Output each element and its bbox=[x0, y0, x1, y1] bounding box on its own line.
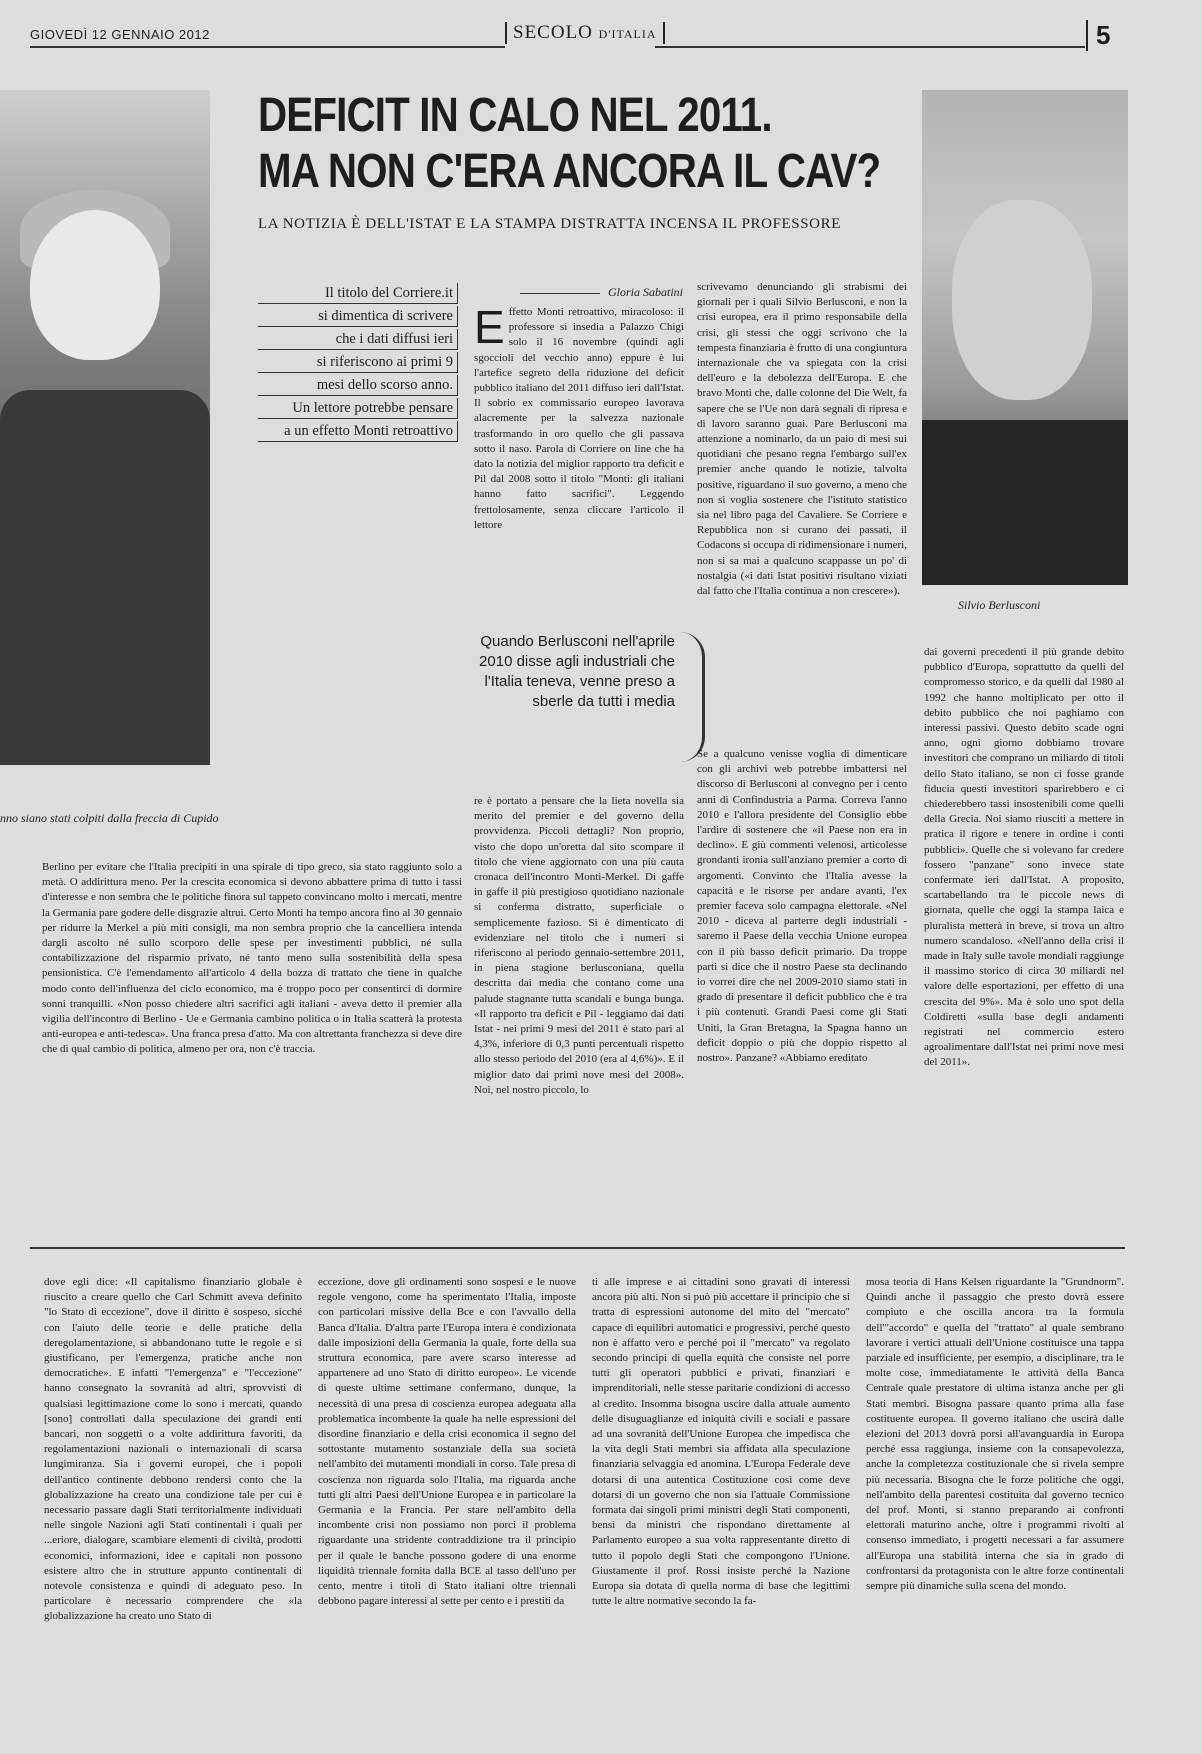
photo-coat bbox=[0, 390, 210, 765]
masthead-small: D'ITALIA bbox=[598, 27, 657, 41]
newspaper-masthead bbox=[505, 22, 665, 44]
pullquote-box bbox=[258, 283, 458, 444]
issue-date: GIOVEDÌ 12 GENNAIO 2012 bbox=[30, 27, 210, 42]
dropcap: E bbox=[474, 305, 505, 353]
header-rule-left bbox=[30, 46, 505, 48]
photo-berlusconi bbox=[922, 90, 1128, 585]
caption-left: nno siano stati colpiti dalla freccia di Cupido bbox=[0, 811, 219, 825]
article-col1-bottom: re è portato a pensare che la lieta novella sia merito del premier e del governo della provvidenza. Piccoli dettagli? Non proprio, visto che dopo un'oretta dal sito scompare il titolo che viene aggiornato con una più cauta cronaca dell'incontro Monti-Merkel. Di gaffe in gaffe il più prestigioso quotidiano nazionale si conferma distratto, superficiale o semplicemente fazioso. Si è dimenticato di evidenziare nel titolo che i numeri si riferiscono al periodo gennaio-settembre 2011, in piena stagione berlusconiana, quella descritta dai media che contano come una palude stagnante tutta scandali e bunga bunga. «Il rapporto tra deficit e Pil - leggiamo dai dati Istat - nei primi 9 mesi del 2011 è stato pari al 4,3%, inferiore di 0,3 punti percentuali rispetto allo stesso periodo del 2010 (era al 4,6%)». E il miglior dato dai primi nove mesi del 2008». Noi, nel nostro piccolo, lo bbox=[474, 795, 684, 1096]
highlight-quote: Quando Berlusconi nell'aprile 2010 disse agli industriali che l'Italia teneva, venne preso a sberle da tutti i media bbox=[479, 633, 675, 710]
photo-suit bbox=[922, 420, 1128, 585]
headline-line-1: DEFICIT IN CALO NEL 2011. bbox=[258, 89, 772, 142]
pullquote-line: si dimentica di scrivere bbox=[258, 306, 458, 327]
masthead-main: SECOLO bbox=[513, 22, 593, 43]
pullquote-line: mesi dello scorso anno. bbox=[258, 375, 458, 396]
header-rule-right bbox=[655, 46, 1085, 48]
article-col1-top bbox=[474, 305, 684, 623]
lower-col2: eccezione, dove gli ordinamenti sono sospesi e le nuove regole vengono, come ha sperimentato l'Italia, imposte con particolari missive della Bce e con l'avvallo della Banca d'Italia. D'altra parte l'Europa intera è condizionata dalle imposizioni della Germania la quale, forte della sua struttura economica, pare avere scarso interesse ad appartenere ad uno Stato di diritto europeo». Le vicende di queste ultime settimane confermano, dunque, la necessità di una presa di coscienza europea adeguata alla problematica incombente la quale ha nelle espressioni del disordine finanziario e della crisi economica il segno del sottostante mutamento sostanziale della sua società nell'ambito dei mutamenti mondiali in corso. Tale presa di coscienza non riguarda solo l'Italia, ma riguarda anche tutti gli altri Paesi dell'Unione Europea e in particolare la Germania e la Francia. Per stare nell'ambito della incombente crisi non possiamo non porci il problema riguardante una stridente contraddizione tra il principio per il quale le banche possono godere di una enorme liquidità triennale fornita dalla BCE al tasso dell'uno per cento, mentre i titoli di Stato italiani oltre triennali debbono pagare interessi al sette per cento e i prestiti da bbox=[318, 1276, 576, 1608]
photo-face bbox=[30, 210, 160, 360]
section-divider bbox=[30, 1247, 1125, 1249]
article-col-left: Berlino per evitare che l'Italia precipiti in una spirale di tipo greco, sia stato raggiunto solo a metà. O addirittura meno. Per la crescita economica si devono abbattere prima di tutto i tassi d'interesse e non sembra che le politiche finora sul tappeto convincano molto i mercati, mentre la Germania pare godere delle disgrazie altrui. Certo Monti ha tempo ancora fino al 30 gennaio per ridurre la Merkel a più miti consigli, ma non sembra proprio che la cancelliera intenda dargli ascolto né sullo scorporo delle spese per investimenti pubblici, né sulla contabilizzazione del risparmio privato, né tanto meno sulla sostenibilità della spesa pensionistica. C'è l'emendamento all'articolo 4 della bozza di trattato che tiene in qualche modo conto dell'influenza del ciclo economico, ma è troppo poco per consentirci di dormire sonni tranquilli. «Non posso chiedere altri sacrifici agli italiani - aveva detto il premier alla vigilia dell'incontro di Berlino - Ue e Germania cambino politica o in Italia scatterà la protesta anti-europea e anti-tedesca». Una franca presa d'atto. Ma con altrettanta franchezza si deve dire che di qual cambio di politica, almeno per ora, non c'è traccia. bbox=[42, 861, 462, 1056]
lower-col4: mosa teoria di Hans Kelsen riguardante la "Grundnorm". Quindi anche il passaggio che presto dovrà essere compiuto e che oscilla ancora tra la formula dell'"accordo" e quella del "trattato" al quale sembrano lavorare i vertici attuali dell'Unione costituisce una tappa parziale ed insufficiente, per esempio, a disciplinare, tra le molte cose, immediatamente le attività della Banca Centrale quale prestatore di ultima istanza anche per gli Stati membri. Bisogna passare quanto prima alla fase costituente europea. Il governo italiano che uscirà dalle elezioni del 2013 dovrà porsi all'avanguardia in Europa perché essa raggiunga, insieme con la consapevolezza, anche la completezza costituzionale che si rivela sempre più necessaria. Bisogna che le forze politiche che oggi, nell'ambito della parentesi costituita dal governo tecnico del prof. Monti, si stanno preparando ai confronti elettorali maturino anche, oltre i programmi rivolti al consenso immediato, i progetti necessari a far assumere all'Europa una stabilità interna che sia in grado di confrontarsi da protagonista con le altre forze continentali sempre più dinamiche sulla scena del mondo. bbox=[866, 1276, 1124, 1593]
page-number: 5 bbox=[1086, 20, 1110, 51]
lower-col3: ti alle imprese e ai cittadini sono gravati di interessi ancora più alti. Non si può più accettare il principio che si tratta di espressioni autonome del mito del "mercato" capace di equilibri automatici e progressivi, perché questo non è affatto vero e perché poi il "mercato" va regolato secondo principi di quella equità che consiste nel porre tutti gli operatori pubblici e privati, finanziari e imprenditoriali, nelle stesse paritarie condizioni di accesso al credito. Insomma bisogna uscire dalla attuale aumento delle disuguaglianze ed iniquità civili e sociali e passare ad una sovranità dell'Unione Europea che impedisca che la vita degli Stati membri sia affidata alla speculazione finanziaria selvaggia ed anomina. L'Europa Federale deve dotarsi di una autentica Costituzione così come deve dotarsi di un governo che non sia l'attuale Commissione formata dai singoli primi ministri degli Stati componenti, bensì da ministri che rispondano direttamente al Parlamento europeo a sua volta rappresentante diretto di tutto il popolo degli Stati che compongono l'Unione. Giustamente il prof. Rossi insiste perché la Nazione Europa sia dotata di quella norma di base che legittimi tutte le altre normative secondo la fa- bbox=[592, 1276, 850, 1608]
pullquote-line: Un lettore potrebbe pensare bbox=[258, 398, 458, 419]
pullquote-line: si riferiscono ai primi 9 bbox=[258, 352, 458, 373]
pullquote-line: che i dati diffusi ieri bbox=[258, 329, 458, 350]
headline-subtitle: LA NOTIZIA È DELL'ISTAT E LA STAMPA DISTRATTA INCENSA IL PROFESSORE bbox=[258, 216, 841, 232]
article-text: ffetto Monti retroattivo, miracoloso: il professore si insedia a Palazzo Chigi solo il 16 novembre (quindi agli sgoccioli del vecchio anno) eppure è lui l'artefice segreto della riduzione del deficit pubblico italiano del 2011 diffuso ieri dall'Istat. Il sobrio ex commissario europeo lavorava alacremente per la salvezza nazionale trasformando in oro quello che gli passava sotto il naso. Parola di Corriere on line che ha dato la notizia del miglior rapporto tra deficit e Pil dal 2008 sotto il titolo "Monti: gli italiani hanno fatto sacrifici". Leggendo frettolosamente, senza cliccare l'articolo il lettore bbox=[474, 306, 684, 531]
article-col2-bottom: Se a qualcuno venisse voglia di dimenticare con gli archivi web potrebbe imbattersi nel discorso di Berlusconi al convegno per i cento anni di Confindustria a Parma. Correva l'anno 2010 e l'allora presidente del Consiglio ebbe l'ardire di sostenere che «il Paese non era in declino». E giù commenti velenosi, articolesse grondanti ironia sull'anziano premier a corto di argomenti. Convinto che l'Italia avesse la capacità e le risorse per andare avanti, l'ex premier faceva solo campagna elettorale. «Nel 2010 - diceva al parterre degli industriali - saremo il Paese della vecchia Unione europea con il più basso deficit primario. Da troppe parti si dice che il nostro Paese sta declinando io vorrei dire che nel 2009-2010 siamo stati in grado di presentare il deficit pubblico che è tra i più contenuti. Grandi Paesi come gli Stati Uniti, la Gran Bretagna, la Spagna hanno un deficit doppio o più che doppio rispetto al nostro». Panzane? «Abbiamo ereditato bbox=[697, 748, 907, 1065]
lower-col1: dove egli dice: «Il capitalismo finanziario globale è riuscito a creare quello che Carl Schmitt aveva definito "lo Stato di eccezione", dove il diritto è sospeso, sicché con l'aiuto delle teorie e delle pratiche della deregolamentazione, si abbandonano tutte le regole e si giustificano, per l'emergenza, pratiche anche non democratiche». E infatti "l'emergenza" e "l'eccezione" hanno consegnato la sovranità ad altri, sprovvisti di qualsiasi legittimazione come lo sono i mercati, quando [sono] controllati dalla speculazione dei grandi enti bancari, non soggetti o a volte addirittura favoriti, da regolamentazioni nazionali o internazionali di scarsa lungimiranza. Sia i governi europei, che i popoli dell'antico continente debbono rendersi conto che la globalizzazione ha creato una condizione tale per cui è necessario passare dagli Stati territorialmente individuati nelle singole Nazioni agli Stati continentali i quali per ...eriore, dialogare, scambiare elementi di civiltà, prodotti economici, informazioni, idee e capitali non possono esistere altro che in strutture appunto continentali di notevole consistenza e quindi di adeguato peso. In particolare è necessario comprendere che «la globalizzazione ha creato uno Stato di bbox=[44, 1276, 302, 1623]
headline bbox=[258, 88, 881, 200]
pullquote-line: a un effetto Monti retroattivo bbox=[258, 421, 458, 442]
photo-merkel bbox=[0, 90, 210, 765]
pullquote-line: Il titolo del Corriere.it bbox=[258, 283, 458, 304]
caption-right: Silvio Berlusconi bbox=[958, 598, 1041, 612]
headline-line-2: MA NON C'ERA ANCORA IL CAV? bbox=[258, 145, 881, 198]
article-col3: dai governi precedenti il più grande debito pubblico d'Europa, soprattutto da quelli del compromesso storico, e da quelli dal 1980 al 1992 che hanno moltiplicato per otto il debito pubblico che noi paghiamo con interessi passivi. Questo debito scade ogni anno, ogni giorno dobbiamo trovare investitori che comprano un miliardo di titoli dello Stato italiano, se non ci fosse grande fiducia questi investitori sparirebbero e ci chiederebbero tassi insostenibili come quelli della Grecia. Noi siamo riusciti a mettere in pratica il rigore e tenere in ordine i conti pubblici». Quelle che si volevano far credere fossero "panzane" sono invece state confermate ieri dall'Istat. A proposito, scartabellando tra le piccole news di giornata, quelle che oggi la stampa laica e pluralista metterà in breve, si trova un altro numero scandaloso. «Nell'anno della crisi il made in Italy sulle tavole mondiali raggiunge il massimo storico di circa 30 miliardi nel valore delle esportazioni, per effetto di una crescita del 9%». Ma è solo uno spot della Coldiretti «sulla base degli andamenti registrati nel commercio estero agroalimentare dall'Istat nei primi nove mesi del 2011». bbox=[924, 646, 1124, 1069]
author-byline: Gloria Sabatini bbox=[520, 285, 690, 300]
photo-face bbox=[952, 200, 1092, 400]
article-col2-top: scrivevamo denunciando gli strabismi dei giornali per i quali Silvio Berlusconi, e non la crisi europea, era il primo responsabile della crisi, gli stessi che oggi scrivono che la tempesta finanziaria è frutto di una congiuntura internazionale che va spiegata con la crisi dell'euro e la debolezza dell'Europa. E che bravo Monti che, dalle colonne del Die Welt, fa sapere che se l'Ue non darà segnali di ripresa e di lavoro saranno guai. Pare Berlusconi ma attenzione a nominarlo, da un paio di mesi sui quotidiani che pesano regna l'embargo sull'ex premier anche quando le notizie, talvolta positive, riguardano il suo governo, a meno che non si voglia sostenere che l'istituto statistico sia nel libro paga del Cavaliere. Se Corriere e Repubblica non si curano dei passati, il Codacons si occupa di ridimensionare i numeri, non si sa mai a qualcuno scappasse un po' di nostalgia («i dati Istat positivi risultano viziati dal fatto che l'Italia continua a non crescere»). bbox=[697, 281, 907, 598]
